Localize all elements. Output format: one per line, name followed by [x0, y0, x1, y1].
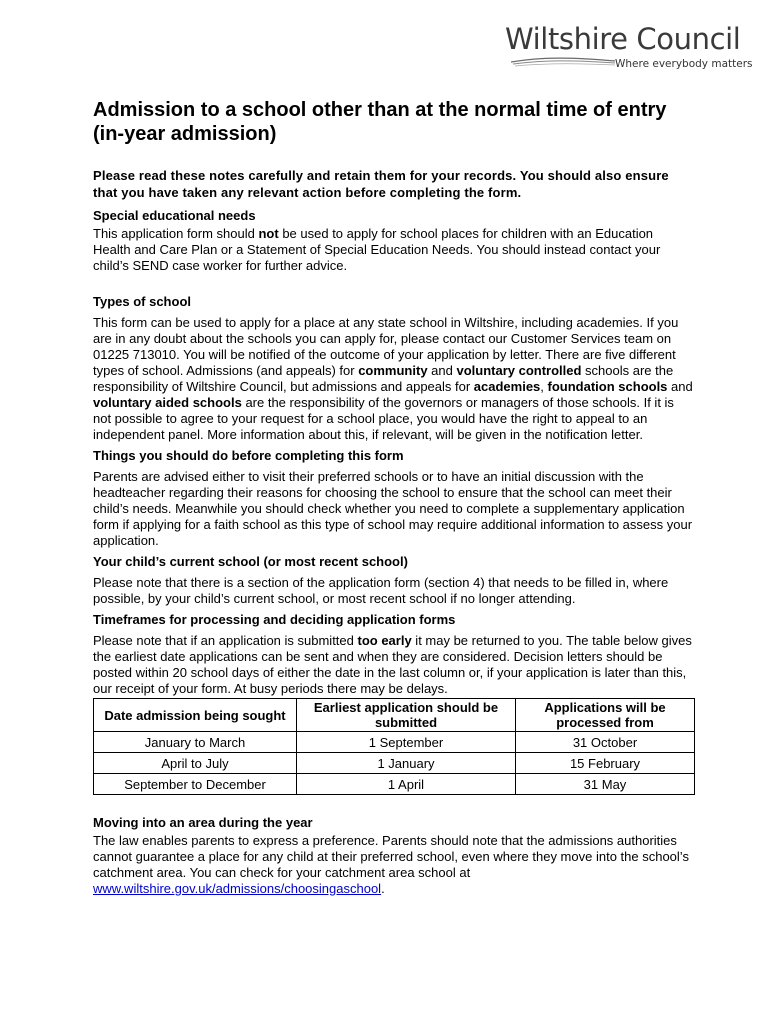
before-text: Parents are advised either to visit their preferred schools or to have an initial discussion with the headteacher regarding their reasons for choosing the school to ensure that the school can meet their child’s needs. Meanwhile you should check whether you need to complete a supplementary application form if applying for a faith school as this type of school may require additional information to assess your application.: [93, 469, 693, 548]
moving-heading: Moving into an area during the year: [93, 815, 313, 830]
table-header-cell: Applications will be processed from: [516, 699, 695, 732]
table-cell: 1 September: [297, 732, 516, 753]
logo-swoosh-icon: [511, 55, 615, 67]
timeframes-text: Please note that if an application is submitted too early it may be returned to you. The table below gives the earliest date applications can be sent and when they are considered. Decision letters should be posted within 20 school days of either the date in the last column or, if your application is later than this, our receipt of your form. At busy periods there may be delays.: [93, 633, 692, 696]
table-cell: 15 February: [516, 753, 695, 774]
sen-text: This application form should not be used to apply for school places for children with an Education Health and Care Plan or a Statement of Special Education Needs. You should instead contact your child’s SEND case worker for further advice.: [93, 226, 661, 273]
table-cell: 31 October: [516, 732, 695, 753]
logo-tagline: Where everybody matters: [615, 58, 753, 70]
table-cell: January to March: [94, 732, 297, 753]
timeframes-heading: Timeframes for processing and deciding application forms: [93, 612, 456, 627]
choosing-school-link[interactable]: www.wiltshire.gov.uk/admissions/choosingaschool: [93, 881, 382, 896]
current-school-text: Please note that there is a section of the application form (section 4) that needs to be filled in, where possible, by your child’s current school, or most recent school if no longer attending.: [93, 575, 669, 606]
table-cell: 1 April: [297, 774, 516, 795]
sen-heading: Special educational needs: [93, 208, 256, 223]
table-cell: 31 May: [516, 774, 695, 795]
table-cell: September to December: [94, 774, 297, 795]
logo-name: Wiltshire Council: [505, 22, 741, 56]
timeframes-table: [93, 698, 695, 795]
table-header-cell: Date admission being sought: [94, 699, 297, 732]
table-row: [94, 753, 695, 774]
current-school-heading: Your child’s current school (or most recent school): [93, 554, 408, 569]
before-heading: Things you should do before completing this form: [93, 448, 404, 463]
moving-text: The law enables parents to express a preference. Parents should note that the admissions authorities cannot guarantee a place for any child at their preferred school, even where they move into the school’s catchment area. You can check for your catchment area school at www.wiltshire.gov.uk/admissions/choosingaschool.: [93, 833, 689, 896]
table-cell: April to July: [94, 753, 297, 774]
table-header-row: [94, 699, 695, 732]
page-title: Admission to a school other than at the normal time of entry (in-year admission): [93, 99, 667, 145]
table-cell: 1 January: [297, 753, 516, 774]
table-row: [94, 732, 695, 753]
table-header-cell: Earliest application should be submitted: [297, 699, 516, 732]
wiltshire-council-logo: [505, 22, 753, 70]
table-row: [94, 774, 695, 795]
document-body: [93, 98, 693, 897]
types-text: This form can be used to apply for a place at any state school in Wiltshire, including academies. If you are in any doubt about the schools you can apply for, please contact our Customer Services team on 01225 713010. You will be notified of the outcome of your application by letter. There are five different types of school. Admissions (and appeals) for community and voluntary controlled schools are the responsibility of Wiltshire Council, but admissions and appeals for academies, foundation schools and voluntary aided schools are the responsibility of the governors or managers of those schools. If it is not possible to agree to your request for a school place, you would have the right to appeal to an independent panel. More information about this, if relevant, will be given in the notification letter.: [93, 315, 693, 442]
intro-notice: Please read these notes carefully and retain them for your records. You should also ensure that you have taken any relevant action before completing the form.: [93, 168, 669, 200]
types-heading: Types of school: [93, 294, 191, 309]
